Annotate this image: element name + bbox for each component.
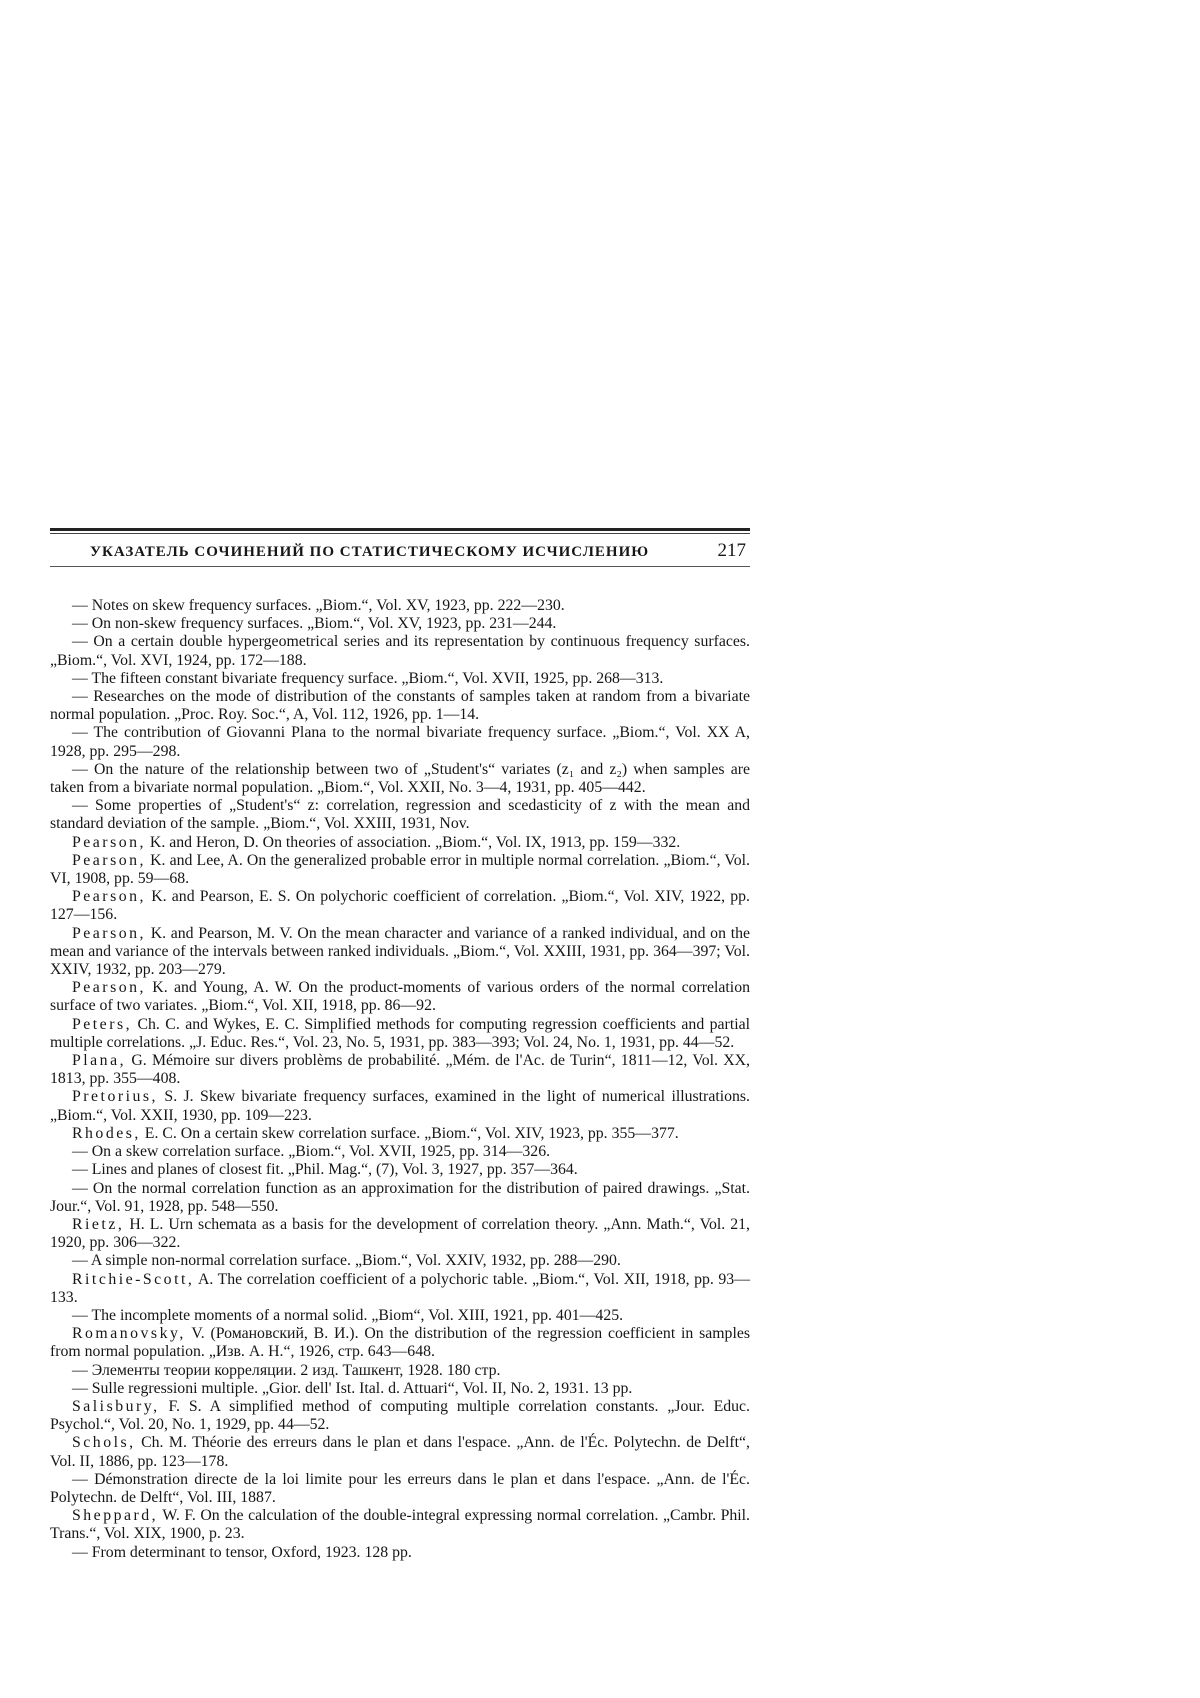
entry-author: Schols, <box>72 1434 136 1452</box>
entry-author: Rietz, <box>72 1215 125 1233</box>
entry-text: K. and Pearson, M. V. On the mean character and variance of a ranked individual, and on the mean and variance of the intervals between ranked individuals. „Biom.“, Vol. XXIII, 1931, pp. 364—397; Vol. XXIV, 1932, pp. 203—279. <box>50 924 750 979</box>
bibliography-entry <box>50 724 750 760</box>
bibliography-entry <box>50 1143 750 1161</box>
bibliography-entry <box>50 1398 750 1434</box>
bibliography-entry <box>50 670 750 688</box>
bibliography-entry <box>50 1052 750 1088</box>
entry-text: — Элементы теории корреляции. 2 изд. Ташкент, 1928. 180 стр. <box>72 1361 501 1379</box>
entry-text: — On the normal correlation function as an approximation for the distribution of paired drawings. „Stat. Jour.“, Vol. 91, 1928, pp. 548—550. <box>50 1179 750 1215</box>
entry-text: — The fifteen constant bivariate frequency surface. „Biom.“, Vol. XVII, 1925, pp. 268—313. <box>72 669 664 687</box>
running-header <box>50 534 750 566</box>
book-page <box>50 528 750 1562</box>
bibliography-entry <box>50 1380 750 1398</box>
entry-text: — On non-skew frequency surfaces. „Biom.“, Vol. XV, 1923, pp. 231—244. <box>72 615 557 633</box>
entry-text: Ch. M. Théorie des erreurs dans le plan et dans l'espace. „Ann. de l'Éc. Polytechn. de Delft“, Vol. II, 1886, pp. 123—178. <box>50 1434 751 1470</box>
page-number: 217 <box>717 540 746 561</box>
bibliography-entry <box>50 1471 750 1507</box>
header-rule-bottom <box>50 566 750 567</box>
bibliography-entry <box>50 1544 750 1562</box>
bibliography-entry <box>50 633 750 669</box>
entry-text: K. and Lee, A. On the generalized probable error in multiple normal correlation. „Biom.“, Vol. VI, 1908, pp. 59—68. <box>50 851 750 888</box>
bibliography-entry <box>50 1507 750 1543</box>
bibliography-entry <box>50 615 750 633</box>
entry-text: — Lines and planes of closest fit. „Phil. Mag.“, (7), Vol. 3, 1927, pp. 357—364. <box>72 1161 578 1179</box>
entry-text: — The incomplete moments of a normal solid. „Biom“, Vol. XIII, 1921, pp. 401—425. <box>72 1306 624 1324</box>
entry-text: W. F. On the calculation of the double-integral expressing normal correlation. „Cambr. Phil. Trans.“, Vol. XIX, 1900, p. 23. <box>50 1507 750 1543</box>
bibliography-entry <box>50 1434 750 1470</box>
entry-text: — Notes on skew frequency surfaces. „Biom.“, Vol. XV, 1923, pp. 222—230. <box>72 597 565 614</box>
entry-text: K. and Pearson, E. S. On polychoric coefficient of correlation. „Biom.“, Vol. XIV, 1922, pp. 127—156. <box>50 888 751 924</box>
bibliography-entry <box>50 925 750 980</box>
bibliography-entry <box>50 1161 750 1179</box>
entry-author: Pretorius, <box>72 1088 158 1106</box>
entry-author: Pearson, <box>72 888 146 906</box>
bibliography-entry <box>50 888 750 924</box>
header-rule-top <box>50 528 750 531</box>
bibliography-entry <box>50 852 750 888</box>
entry-text: — The contribution of Giovanni Plana to the normal bivariate frequency surface. „Biom.“, Vol. XX A, 1928, pp. 295—298. <box>50 724 750 760</box>
entry-text: — On the nature of the relationship between two of „Student's“ variates (z₁ and z₂) when samples are taken from a bivariate normal population. „Biom.“, Vol. XXII, No. 3—4, 1931, pp. 405—442. <box>50 760 750 797</box>
bibliography-entry <box>50 761 750 797</box>
bibliography-list <box>50 597 750 1562</box>
bibliography-entry <box>50 688 750 724</box>
bibliography-entry <box>50 1252 750 1270</box>
entry-text: — From determinant to tensor, Oxford, 1923. 128 pp. <box>72 1543 412 1561</box>
bibliography-entry <box>50 1180 750 1216</box>
entry-text: F. S. A simplified method of computing multiple correlation constants. „Jour. Educ. Psychol.“, Vol. 20, No. 1, 1929, pp. 44—52. <box>50 1397 750 1434</box>
entry-text: K. and Heron, D. On theories of association. „Biom.“, Vol. IX, 1913, pp. 159—332. <box>149 833 681 851</box>
entry-text: Ch. C. and Wykes, E. C. Simplified methods for computing regression coefficients and partial multiple correlations. „J. Educ. Res.“, Vol. 23, No. 5, 1931, pp. 383—393; Vol. 24, No. 1, 1931, pp. 44—52. <box>50 1015 750 1051</box>
bibliography-entry <box>50 1307 750 1325</box>
entry-author: Pearson, <box>72 833 146 851</box>
bibliography-entry <box>50 1271 750 1307</box>
bibliography-entry <box>50 1125 750 1143</box>
entry-text: V. (Романовский, В. И.). On the distribution of the regression coefficient in samples from normal population. „Изв. А. Н.“, 1926, стр. 643—648. <box>50 1325 750 1361</box>
entry-author: Romanovsky, <box>72 1325 186 1343</box>
bibliography-entry <box>50 979 750 1015</box>
entry-text: — Sulle regressioni multiple. „Gior. dell' Ist. Ital. d. Attuari“, Vol. II, No. 2, 1931. 13 pp. <box>72 1379 633 1397</box>
entry-text: — On a skew correlation surface. „Biom.“, Vol. XVII, 1925, pp. 314—326. <box>72 1143 551 1161</box>
running-title: УКАЗАТЕЛЬ СОЧИНЕНИЙ ПО СТАТИСТИЧЕСКОМУ ИСЧИСЛЕНИЮ <box>90 544 650 560</box>
entry-text: — Researches on the mode of distribution of the constants of samples taken at random from a bivariate normal population. „Proc. Roy. Soc.“, A, Vol. 112, 1926, pp. 1—14. <box>50 688 750 724</box>
entry-author: Pearson, <box>72 979 146 997</box>
entry-text: E. C. On a certain skew correlation surface. „Biom.“, Vol. XIV, 1923, pp. 355—377. <box>144 1124 679 1142</box>
entry-author: Rhodes, <box>72 1124 141 1142</box>
bibliography-entry <box>50 1016 750 1052</box>
bibliography-entry <box>50 1362 750 1380</box>
bibliography-entry <box>50 597 750 615</box>
entry-author: Sheppard, <box>72 1507 159 1525</box>
entry-author: Pearson, <box>72 851 146 869</box>
bibliography-entry <box>50 834 750 852</box>
entry-author: Pearson, <box>72 924 146 942</box>
bibliography-entry <box>50 797 750 833</box>
entry-text: S. J. Skew bivariate frequency surfaces, examined in the light of numerical illustrations. „Biom.“, Vol. XXII, 1930, pp. 109—223. <box>50 1088 751 1124</box>
bibliography-entry <box>50 1325 750 1361</box>
entry-text: K. and Young, A. W. On the product-moments of various orders of the normal correlation surface of two variates. „Biom.“, Vol. XII, 1918, pp. 86—92. <box>50 979 750 1015</box>
entry-text: — Démonstration directe de la loi limite pour les erreurs dans le plan et dans l'espace. „Ann. de l'Éc. Polytechn. de Delft“, Vol. III, 1887. <box>50 1470 750 1506</box>
entry-author: Salisbury, <box>72 1397 160 1415</box>
entry-text: — A simple non-normal correlation surface. „Biom.“, Vol. XXIV, 1932, pp. 288—290. <box>72 1252 621 1270</box>
entry-author: Plana, <box>72 1052 127 1070</box>
entry-text: G. Mémoire sur divers problèms de probabilité. „Mém. de l'Ac. de Turin“, 1811—12, Vol. XX, 1813, pp. 355—408. <box>50 1052 750 1088</box>
bibliography-entry <box>50 1216 750 1252</box>
entry-text: — On a certain double hypergeometrical series and its representation by continuous frequency surfaces. „Biom.“, Vol. XVI, 1924, pp. 172—188. <box>50 633 750 669</box>
bibliography-entry <box>50 1088 750 1124</box>
entry-author: Ritchie-Scott, <box>72 1270 195 1288</box>
entry-text: H. L. Urn schemata as a basis for the development of correlation theory. „Ann. Math.“, Vol. 21, 1920, pp. 306—322. <box>50 1215 750 1252</box>
entry-text: A. The correlation coefficient of a polychoric table. „Biom.“, Vol. XII, 1918, pp. 93—133. <box>50 1270 750 1306</box>
entry-author: Peters, <box>72 1015 133 1033</box>
entry-text: — Some properties of „Student's“ z: correlation, regression and scedasticity of z with the mean and standard deviation of the sample. „Biom.“, Vol. XXIII, 1931, Nov. <box>50 797 750 833</box>
